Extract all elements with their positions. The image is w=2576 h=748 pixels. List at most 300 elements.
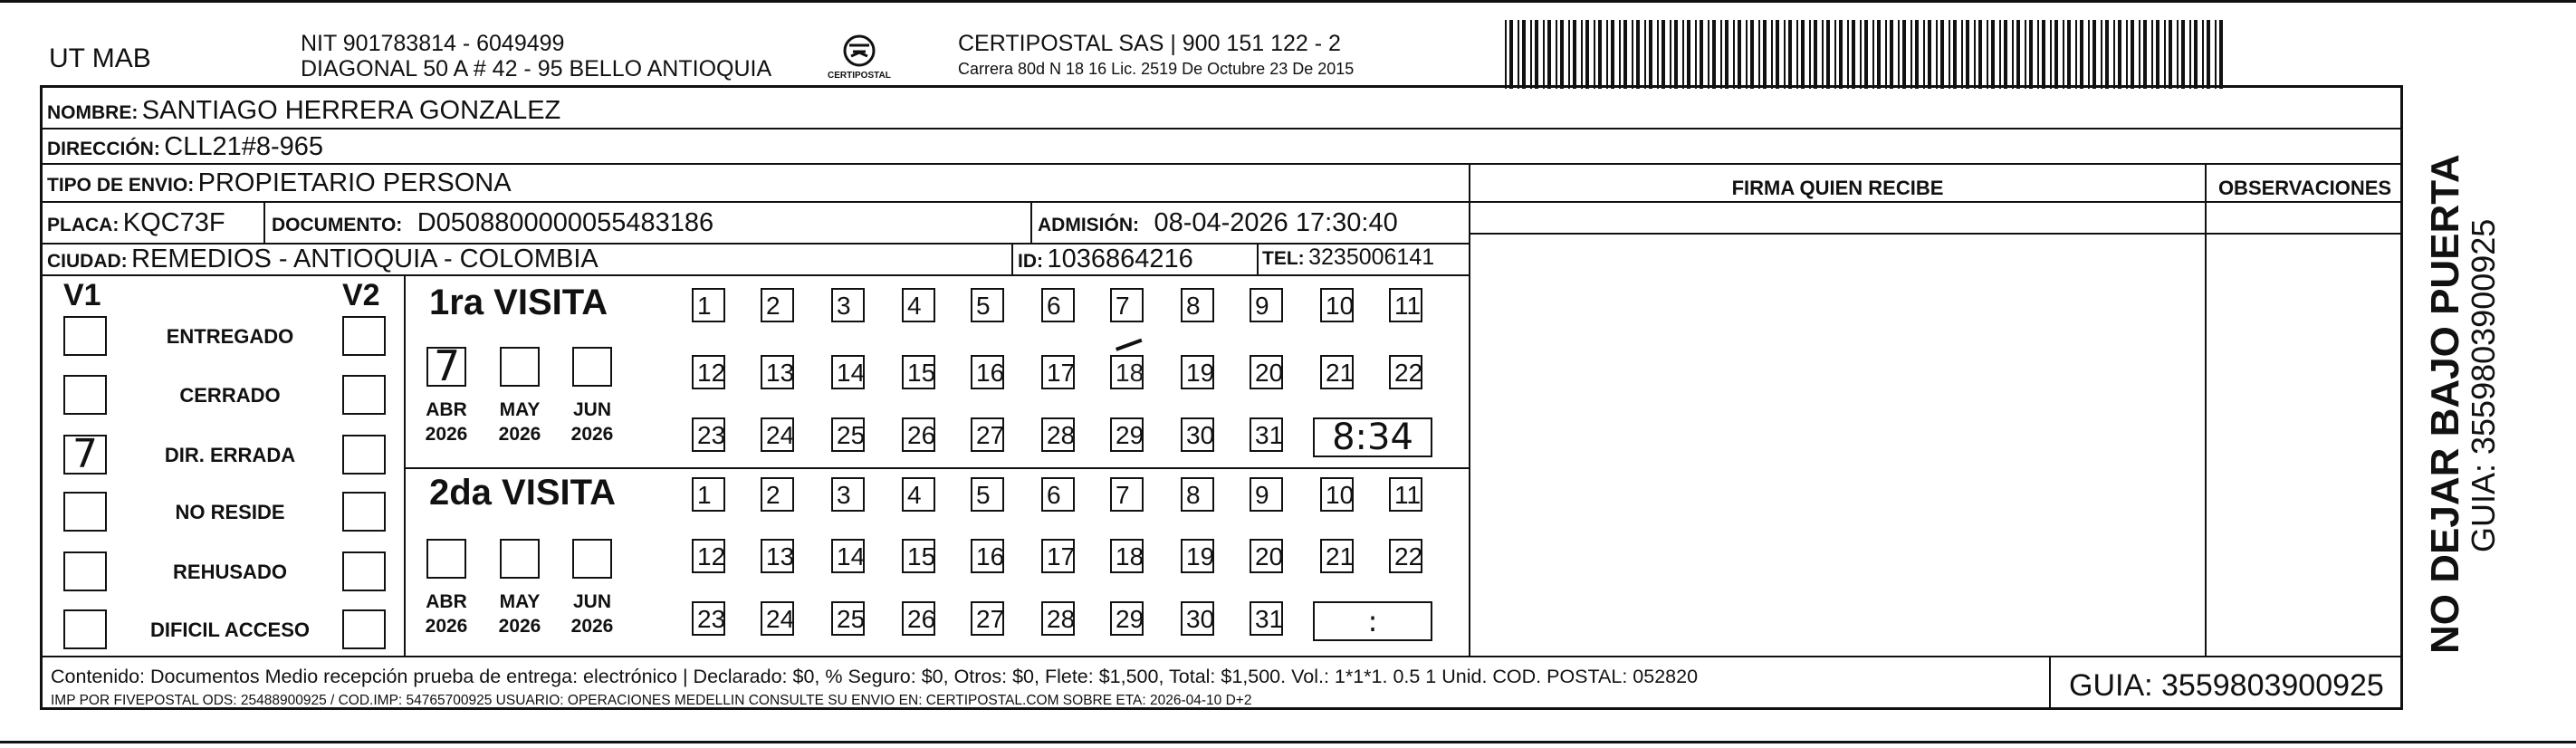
day-number: 31 [1255, 421, 1284, 449]
visit2-day-box[interactable] [1110, 477, 1144, 512]
day-number: 27 [976, 605, 1005, 633]
v1-handwritten-mark: 7 [72, 431, 98, 477]
barcode-bar [1784, 20, 1786, 89]
barcode-bar [2126, 20, 2128, 89]
visit1-day-box[interactable] [1389, 355, 1422, 389]
visit-divider [406, 467, 1470, 469]
visit1-time-box[interactable] [1313, 417, 1432, 457]
barcode-bar [1725, 20, 1729, 89]
barcode-bar [1910, 20, 1912, 89]
day-number: 9 [1255, 481, 1269, 509]
barcode-bar [2215, 20, 2217, 89]
day-number: 17 [1047, 542, 1076, 571]
footer-content: Contenido: Documentos Medio recepción prueba de entrega: electrónico | Declarado: $0, % Seguro: $0, Otros: $0, Flete: $1,500, Total: $1,500. Vol.: 1*1*1. 0.5 1 Unid. COD. POSTAL: 052820 [51, 666, 1699, 687]
visit1-day-box[interactable] [902, 288, 935, 322]
visit1-day-box[interactable] [1250, 417, 1283, 452]
firma-header-line [1470, 233, 2403, 235]
documento-row [272, 208, 713, 238]
documento-value: D0508800000055483186 [417, 208, 714, 237]
day-number: 24 [766, 421, 795, 449]
barcode-bar [2029, 20, 2033, 89]
visit2-day-box[interactable] [971, 601, 1004, 636]
barcode-bar [1657, 20, 1659, 89]
day-number: 5 [976, 481, 991, 509]
barcode-bar [1839, 20, 1843, 89]
barcode-bar [2118, 20, 2121, 89]
id-row [1018, 245, 1193, 274]
v1-checkbox[interactable] [63, 551, 107, 591]
v2-checkbox[interactable] [342, 316, 386, 356]
day-number: 20 [1255, 542, 1284, 571]
barcode-bar [1826, 20, 1830, 89]
visit2-month-label: MAY [499, 591, 541, 612]
barcode-bar [1936, 20, 1938, 89]
barcode-bar [2067, 20, 2071, 89]
day-number: 3 [837, 292, 851, 320]
visit2-day-box[interactable] [902, 539, 935, 573]
visit1-day-box[interactable] [761, 355, 794, 389]
barcode-bar [2131, 20, 2134, 89]
day-number: 26 [907, 605, 936, 633]
visit1-day-box[interactable] [1320, 288, 1354, 322]
visit1-day-box[interactable] [1250, 288, 1283, 322]
day-number: 13 [766, 542, 795, 571]
placa-value: KQC73F [122, 208, 225, 237]
day-number: 10 [1326, 292, 1355, 320]
footer-line [42, 656, 2401, 657]
barcode-bar [1738, 20, 1741, 89]
day-number: 2 [766, 481, 780, 509]
day-number: 11 [1394, 481, 1422, 509]
barcode-bar [2042, 20, 2045, 89]
barcode-bar [1661, 20, 1665, 89]
tel-label: TEL: [1262, 248, 1305, 269]
barcode-bar [1573, 20, 1576, 89]
barcode-bar [1915, 20, 1919, 89]
visit1-month-label: JUN [572, 399, 611, 420]
barcode-bar [2143, 20, 2147, 89]
day-number: 24 [766, 605, 795, 633]
barcode-bar [1682, 20, 1684, 89]
barcode-bar [1695, 20, 1697, 89]
col-line [1011, 243, 1013, 274]
certipostal-logo [828, 33, 891, 87]
visit2-day-box[interactable] [1250, 539, 1283, 573]
admision-row [1038, 208, 1398, 238]
v2-checkbox[interactable] [342, 551, 386, 591]
document-bottom-border [0, 741, 2576, 743]
direccion-value: CLL21#8-965 [164, 132, 324, 161]
footer-guia: GUIA: 3559803900925 [2069, 668, 2384, 703]
row-line [42, 201, 2401, 203]
direccion-label: DIRECCIÓN: [47, 139, 160, 159]
day-number: 6 [1047, 292, 1061, 320]
barcode-bar [2151, 20, 2153, 89]
barcode-bar [1923, 20, 1925, 89]
barcode-bar [2181, 20, 2185, 89]
day-number: 6 [1047, 481, 1061, 509]
v1-checkbox[interactable] [63, 316, 107, 356]
day-number: 16 [976, 359, 1005, 387]
operator-license: Carrera 80d N 18 16 Lic. 2519 De Octubre 23 De 2015 [958, 60, 1355, 78]
barcode-bar [1606, 20, 1608, 89]
logo-text: CERTIPOSTAL [828, 71, 891, 81]
day-number: 23 [697, 605, 726, 633]
visit2-month-checkbox[interactable] [572, 539, 612, 579]
day-number: 30 [1186, 605, 1215, 633]
tel-value: 3235006141 [1308, 245, 1435, 270]
barcode-bar [1953, 20, 1957, 89]
barcode-bar [1522, 20, 1526, 89]
ciudad-value: REMEDIOS - ANTIOQUIA - COLOMBIA [131, 245, 599, 273]
barcode-bar [1535, 20, 1538, 89]
barcode-bar [1505, 20, 1507, 89]
side-warning: NO DEJAR BAJO PUERTA [2423, 154, 2467, 654]
barcode-bar [1974, 20, 1976, 89]
visit2-year-label: 2026 [498, 616, 541, 637]
barcode-bar [1834, 20, 1836, 89]
barcode-bar [1581, 20, 1583, 89]
status-label: CERRADO [179, 384, 281, 407]
v1-checkbox[interactable] [63, 375, 107, 415]
company-name: UT MAB [49, 43, 151, 73]
observaciones-area[interactable] [2208, 235, 2400, 654]
barcode-bar [2050, 20, 2052, 89]
visit2-day-box[interactable] [971, 477, 1004, 512]
visit2-month-label: JUN [572, 591, 611, 612]
status-label: ENTREGADO [166, 325, 294, 348]
barcode-bar [1978, 20, 1982, 89]
visit1-day-box[interactable] [831, 417, 865, 452]
barcode-bar [1758, 20, 1760, 89]
day-number: 5 [976, 292, 991, 320]
day-number: 12 [697, 359, 726, 387]
visit2-day-box[interactable] [692, 601, 725, 636]
v2-label: V2 [342, 278, 380, 312]
admision-value: 08-04-2026 17:30:40 [1154, 208, 1398, 237]
row-line [42, 163, 2401, 165]
day-number: 21 [1326, 359, 1355, 387]
col-line [1030, 203, 1032, 243]
nombre-value: SANTIAGO HERRERA GONZALEZ [141, 96, 561, 125]
visit2-day-box[interactable] [1389, 539, 1422, 573]
visit1-day-box[interactable] [1389, 288, 1422, 322]
visit2-day-box[interactable] [1181, 601, 1214, 636]
day-number: 8 [1186, 292, 1201, 320]
visit2-day-box[interactable] [761, 601, 794, 636]
barcode-bar [1822, 20, 1824, 89]
visit1-day-box[interactable] [1041, 355, 1075, 389]
barcode-bar [1712, 20, 1716, 89]
company-nit: NIT 901783814 - 6049499 [301, 31, 565, 56]
barcode-bar [1687, 20, 1690, 89]
day-number: 22 [1394, 542, 1423, 571]
day-number: 14 [837, 359, 866, 387]
visit1-day-box[interactable] [692, 355, 725, 389]
visit1-day-box[interactable] [902, 417, 935, 452]
v1-checkbox[interactable] [63, 492, 107, 532]
v2-checkbox[interactable] [342, 375, 386, 415]
barcode-bar [1720, 20, 1722, 89]
visit1-day-box[interactable] [761, 417, 794, 452]
barcode-bar [2080, 20, 2083, 89]
visit2-day-box[interactable] [1110, 539, 1144, 573]
day-number: 21 [1326, 542, 1355, 571]
visit1-day-box[interactable] [1110, 288, 1144, 322]
status-label: REHUSADO [173, 561, 287, 583]
visit2-day-box[interactable] [761, 477, 794, 512]
day-number: 13 [766, 359, 795, 387]
day-number: 7 [1116, 481, 1130, 509]
visit2-day-box[interactable] [1041, 601, 1075, 636]
barcode-bar [1556, 20, 1557, 89]
barcode-bar [1763, 20, 1767, 89]
visit2-day-box[interactable] [831, 477, 865, 512]
day-number: 18 [1116, 359, 1144, 387]
barcode-bar [2025, 20, 2026, 89]
v2-checkbox[interactable] [342, 435, 386, 475]
barcode-bar [1991, 20, 1995, 89]
footer-col-line [2049, 656, 2051, 708]
direccion-row [47, 132, 323, 162]
v1-checkbox[interactable] [63, 431, 107, 477]
day-number: 25 [837, 421, 866, 449]
barcode-bar [2156, 20, 2159, 89]
day-number: 28 [1047, 421, 1076, 449]
barcode-bar [1750, 20, 1754, 89]
barcode-bar [1543, 20, 1545, 89]
visit2-year-label: 2026 [570, 616, 614, 637]
visit2-day-box[interactable] [1110, 601, 1144, 636]
row-line [42, 274, 1470, 276]
side-guia: GUIA: 3559803900925 [2465, 218, 2502, 552]
barcode-bar [2075, 20, 2077, 89]
day-number: 1 [697, 292, 712, 320]
barcode-bar [1890, 20, 1893, 89]
visit1-day-box[interactable] [1250, 355, 1283, 389]
barcode-bar [1847, 20, 1849, 89]
visit1-day-box[interactable] [1110, 417, 1144, 452]
visit2-day-box[interactable] [1041, 477, 1075, 512]
barcode-bar [1530, 20, 1532, 89]
visit1-month-checkbox[interactable] [572, 347, 612, 387]
barcode-bar [1949, 20, 1950, 89]
day-number: 23 [697, 421, 726, 449]
visit1-day-box[interactable] [902, 355, 935, 389]
visit1-day-box[interactable] [831, 288, 865, 322]
barcode-bar [1999, 20, 2001, 89]
v2-checkbox[interactable] [342, 492, 386, 532]
visit1-title: 1ra VISITA [429, 283, 608, 322]
visit2-day-box[interactable] [971, 539, 1004, 573]
barcode-bar [2139, 20, 2140, 89]
visit2-day-box[interactable] [1041, 539, 1075, 573]
status-label: NO RESIDE [175, 501, 285, 523]
visit2-time-box[interactable] [1313, 601, 1432, 641]
visit2-day-box[interactable] [692, 477, 725, 512]
col-line [1469, 165, 1470, 656]
day-number: 11 [1394, 292, 1422, 320]
barcode-bar [2164, 20, 2166, 89]
visit2-day-box[interactable] [1250, 477, 1283, 512]
day-number: 18 [1116, 542, 1144, 571]
barcode-bar [1636, 20, 1640, 89]
visit2-month-checkbox[interactable] [426, 539, 466, 579]
visit2-day-box[interactable] [1181, 477, 1214, 512]
visit2-day-box[interactable] [1320, 539, 1354, 573]
barcode-bar [1852, 20, 1855, 89]
barcode-bar [1649, 20, 1652, 89]
status-label: DIR. ERRADA [164, 444, 296, 466]
visit2-day-box[interactable] [831, 601, 865, 636]
barcode-bar [2207, 20, 2210, 89]
visit2-year-label: 2026 [425, 616, 468, 637]
barcode-bar [2063, 20, 2064, 89]
barcode-bar [1877, 20, 1881, 89]
visit1-year-label: 2026 [425, 424, 468, 445]
barcode-bar [1670, 20, 1671, 89]
firma-label: FIRMA QUIEN RECIBE [1731, 177, 1944, 199]
visit2-day-box[interactable] [1389, 477, 1422, 512]
barcode-bar [1940, 20, 1944, 89]
barcode-bar [2105, 20, 2109, 89]
day-number: 9 [1255, 292, 1269, 320]
id-value: 1036864216 [1047, 245, 1193, 273]
day-number: 26 [907, 421, 936, 449]
barcode-bar [1788, 20, 1792, 89]
barcode-bar [1809, 20, 1811, 89]
visit2-day-box[interactable] [902, 601, 935, 636]
visit2-day-box[interactable] [692, 539, 725, 573]
day-number: 14 [837, 542, 866, 571]
visit1-month-label: ABR [426, 399, 467, 420]
v1-label: V1 [63, 278, 101, 312]
document-top-border [0, 0, 2576, 3]
visit1-day-box[interactable] [1181, 417, 1214, 452]
barcode-bar [1801, 20, 1805, 89]
day-number: 15 [907, 359, 936, 387]
day-number: 19 [1186, 542, 1215, 571]
operator-name: CERTIPOSTAL SAS | 900 151 122 - 2 [958, 31, 1341, 56]
barcode-bar [1708, 20, 1709, 89]
visit1-day-box[interactable] [971, 417, 1004, 452]
barcode-bar [1700, 20, 1703, 89]
barcode-bar [1864, 20, 1868, 89]
v1-checkbox[interactable] [63, 609, 107, 649]
barcode-bar [2037, 20, 2039, 89]
status-label: DIFICIL ACCESO [149, 619, 310, 641]
nombre-row [47, 96, 560, 126]
barcode [1505, 20, 2229, 89]
visit2-time-value: : [1367, 604, 1378, 638]
barcode-bar [1928, 20, 1931, 89]
barcode-bar [2012, 20, 2014, 89]
visit2-month-checkbox[interactable] [500, 539, 540, 579]
visit1-day-box[interactable] [761, 288, 794, 322]
barcode-bar [1796, 20, 1798, 89]
barcode-bar [1776, 20, 1779, 89]
visit1-month-checkbox[interactable] [500, 347, 540, 387]
barcode-bar [1619, 20, 1621, 89]
day-number: 22 [1394, 359, 1423, 387]
visit1-year-label: 2026 [570, 424, 614, 445]
barcode-bar [2194, 20, 2198, 89]
tipo-row [47, 168, 512, 198]
barcode-bar [1568, 20, 1570, 89]
v2-checkbox[interactable] [342, 609, 386, 649]
barcode-bar [2088, 20, 2090, 89]
visit1-day-box[interactable] [1041, 417, 1075, 452]
day-number: 4 [907, 481, 922, 509]
barcode-bar [2189, 20, 2191, 89]
barcode-bar [1632, 20, 1633, 89]
barcode-bar [1966, 20, 1969, 89]
visit2-day-box[interactable] [902, 477, 935, 512]
day-number: 17 [1047, 359, 1076, 387]
barcode-bar [2092, 20, 2096, 89]
visit1-year-label: 2026 [498, 424, 541, 445]
day-number: 2 [766, 292, 780, 320]
visit1-month-mark: 7 [434, 341, 461, 390]
visit2-month-label: ABR [426, 591, 467, 612]
visit2-day-box[interactable] [1250, 601, 1283, 636]
barcode-bar [1885, 20, 1887, 89]
day-number: 3 [837, 481, 851, 509]
visit2-day-box[interactable] [831, 539, 865, 573]
visit1-day-box[interactable] [692, 417, 725, 452]
barcode-bar [1872, 20, 1874, 89]
visit2-day-box[interactable] [761, 539, 794, 573]
barcode-bar [1733, 20, 1735, 89]
day-number: 8 [1186, 481, 1201, 509]
visit2-day-box[interactable] [1181, 539, 1214, 573]
barcode-bar [2219, 20, 2223, 89]
tipo-label: TIPO DE ENVIO: [47, 175, 195, 196]
documento-label: DOCUMENTO: [272, 215, 403, 235]
visit1-month-checkbox[interactable] [426, 341, 466, 390]
visit1-day-box[interactable] [1181, 288, 1214, 322]
day-number: 19 [1186, 359, 1215, 387]
barcode-bar [1902, 20, 1906, 89]
barcode-bar [1814, 20, 1817, 89]
day-number: 27 [976, 421, 1005, 449]
barcode-bar [1961, 20, 1963, 89]
day-number: 20 [1255, 359, 1284, 387]
barcode-bar [1518, 20, 1519, 89]
ciudad-label: CIUDAD: [47, 251, 128, 272]
visit1-day-box[interactable] [1181, 355, 1214, 389]
visit1-day-box[interactable] [831, 355, 865, 389]
visit1-day-box[interactable] [1110, 355, 1144, 389]
col-line [1257, 243, 1259, 274]
visit1-day-box[interactable] [971, 355, 1004, 389]
day-number: 29 [1116, 421, 1144, 449]
day-number: 12 [697, 542, 726, 571]
day-number: 1 [697, 481, 712, 509]
visit1-day-box[interactable] [1041, 288, 1075, 322]
visit1-day-box[interactable] [1320, 355, 1354, 389]
day-number: 31 [1255, 605, 1284, 633]
visit1-day-box[interactable] [692, 288, 725, 322]
barcode-bar [2016, 20, 2020, 89]
visit2-day-box[interactable] [1320, 477, 1354, 512]
firma-area[interactable] [1472, 235, 2204, 654]
visit1-day-box[interactable] [971, 288, 1004, 322]
col-line [2205, 165, 2207, 656]
barcode-bar [1611, 20, 1614, 89]
company-address: DIAGONAL 50 A # 42 - 95 BELLO ANTIOQUIA [301, 56, 772, 82]
day-number: 4 [907, 292, 922, 320]
